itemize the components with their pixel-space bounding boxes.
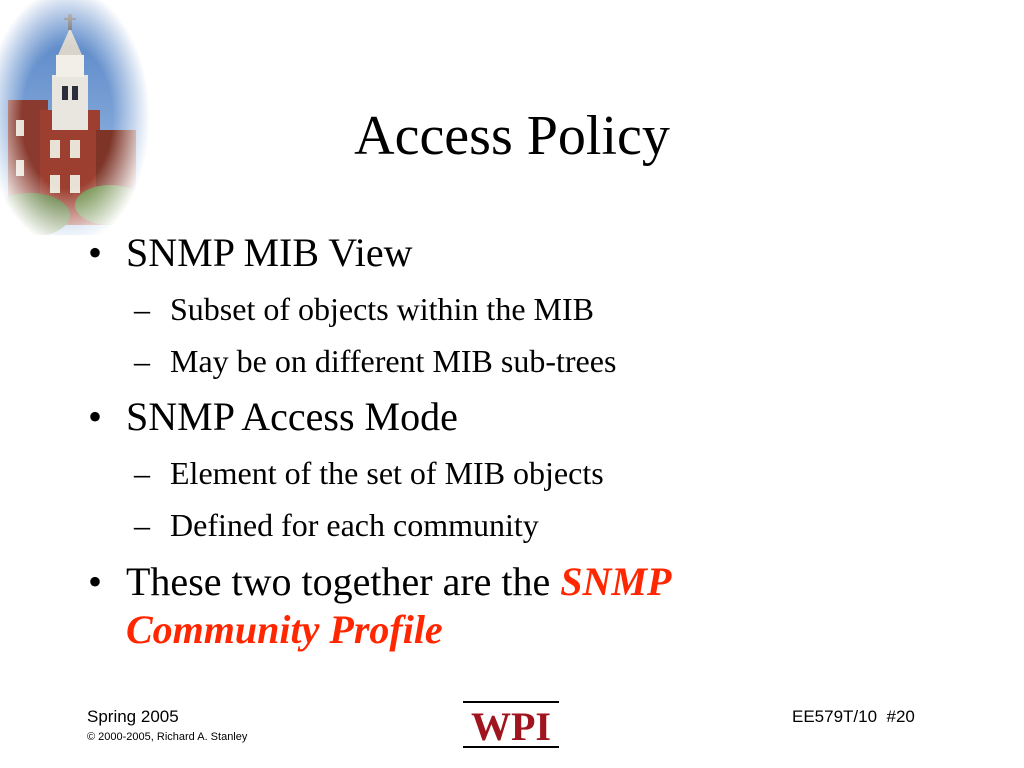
- sub-bullet-item: [134, 290, 594, 328]
- sub-bullet-item: [134, 506, 539, 544]
- dash-marker: –: [134, 455, 150, 491]
- bullet-marker: •: [88, 559, 103, 604]
- dash-marker: –: [134, 507, 150, 543]
- sub-bullet-text: May be on different MIB sub-trees: [170, 343, 617, 379]
- sub-bullet-item: [134, 454, 604, 492]
- bullet-text: SNMP MIB View: [126, 230, 413, 275]
- bullet-marker: •: [88, 230, 103, 275]
- logo-text: WPI: [471, 704, 551, 749]
- footer-term: Spring 2005: [87, 707, 179, 726]
- sub-bullet-item: [134, 342, 617, 380]
- bullet-item: [88, 230, 413, 276]
- dash-marker: –: [134, 343, 150, 379]
- bullet-item: [88, 394, 458, 440]
- dash-marker: –: [134, 291, 150, 327]
- footer-slide-number: EE579T/10 #20: [792, 707, 915, 726]
- bullet-text: SNMP Access Mode: [126, 394, 458, 439]
- emphasis-text: SNMP: [560, 559, 672, 604]
- sub-bullet-text: Subset of objects within the MIB: [170, 291, 594, 327]
- slide-title: Access Policy: [354, 105, 670, 167]
- footer-copyright: © 2000-2005, Richard A. Stanley: [87, 731, 248, 743]
- wpi-logo: [463, 698, 559, 752]
- footer-left: [87, 707, 247, 744]
- bullet-item: [88, 559, 672, 605]
- sub-bullet-text: Defined for each community: [170, 507, 539, 543]
- emphasis-text: Community Profile: [126, 607, 443, 652]
- bullet-text: These two together are the: [126, 559, 561, 604]
- bullet-continuation: [126, 607, 443, 653]
- bullet-marker: •: [88, 394, 103, 439]
- sub-bullet-text: Element of the set of MIB objects: [170, 455, 604, 491]
